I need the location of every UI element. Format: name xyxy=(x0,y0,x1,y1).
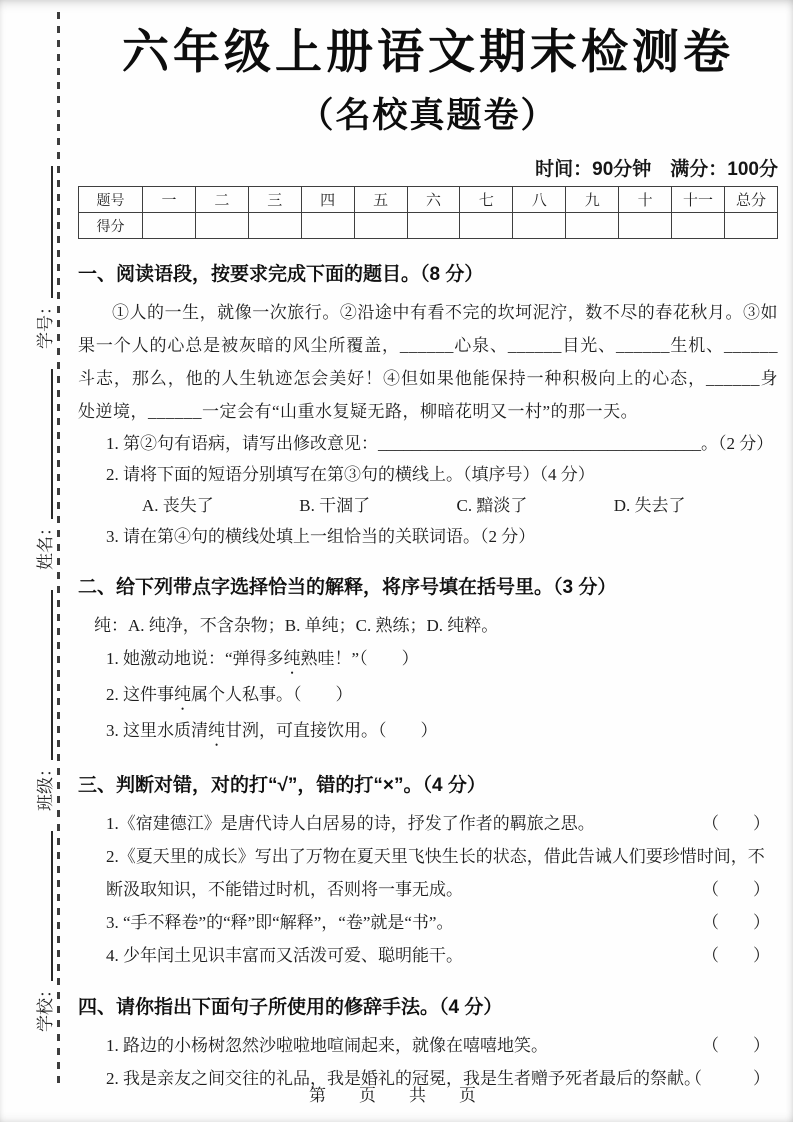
section2-heading: 二、给下列带点字选择恰当的解释，将序号填在括号里。（3 分） xyxy=(78,577,617,599)
section3-item-2 xyxy=(106,840,778,906)
item-text: 1. 她激动地说：“弹得多 xyxy=(106,649,284,669)
school-blank-line xyxy=(49,831,53,981)
score-cell xyxy=(248,213,301,239)
page-title: 六年级上册语文期末检测卷 xyxy=(122,25,734,78)
score-table-header-row xyxy=(79,187,778,213)
answer-parens: （ ） xyxy=(702,1036,770,1056)
section1-heading: 一、阅读语段，按要求完成下面的题目。（8 分） xyxy=(78,264,484,286)
item-text: 2. 这件事 xyxy=(106,685,174,705)
section2-gloss: 纯：A. 纯净，不含杂物；B. 单纯；C. 熟练；D. 纯粹。 xyxy=(94,616,499,636)
sentence-text: 2. 我是亲友之间交往的礼品，我是婚礼的冠冕，我是生者赠予死者最后的祭献。 xyxy=(106,1069,701,1089)
item-text: 甘洌，可直接饮用。（ ） xyxy=(225,721,438,741)
student-number-field xyxy=(31,166,56,349)
col-11: 十一 xyxy=(672,187,725,213)
option-d: D. 失去了 xyxy=(613,496,686,516)
dotted-character: 纯 xyxy=(208,721,225,741)
school-field xyxy=(31,831,56,1032)
section4-item-1 xyxy=(106,1029,778,1062)
score-row-label: 得分 xyxy=(79,213,143,239)
option-b: B. 干涸了 xyxy=(299,496,371,516)
name-blank-line xyxy=(49,369,53,519)
score-cell xyxy=(724,213,777,239)
score-cell xyxy=(354,213,407,239)
question-number-label: 题号 xyxy=(79,187,143,213)
col-4: 四 xyxy=(301,187,354,213)
statement-text: 2.《夏天里的成长》写出了万物在夏天里飞快生长的状态，借此告诫人们要珍惜时间，不断汲取知识，不能错过时机，否则将一事无成。 xyxy=(106,847,765,900)
section3-item-4 xyxy=(106,939,778,972)
class-field xyxy=(31,590,56,811)
section3-item-3 xyxy=(106,906,778,939)
col-8: 八 xyxy=(513,187,566,213)
col-6: 六 xyxy=(407,187,460,213)
answer-parens: （ ） xyxy=(702,880,770,900)
answer-parens: （ ） xyxy=(702,913,770,933)
score-cell xyxy=(407,213,460,239)
sentence-text: 1. 路边的小杨树忽然沙啦啦地喧闹起来，就像在嘻嘻地笑。 xyxy=(106,1036,548,1056)
section1-question3: 3. 请在第④句的横线处填上一组恰当的关联词语。（2 分） xyxy=(106,527,536,547)
class-label: 班级： xyxy=(36,760,55,811)
statement-text: 4. 少年闰土见识丰富而又活泼可爱、聪明能干。 xyxy=(106,946,463,966)
section1-passage: ①人的一生，就像一次旅行。②沿途中有看不完的坎坷泥泞，数不尽的春花秋月。③如果一个人的心总是被灰暗的风尘所覆盖，______心泉、______目光、______生机、______斗志，那么，他的人生轨迹怎会美好！④但如果他能保持一种积极向上的心态，______身处逆境，______一定会有“山重水复疑无路，柳暗花明又一村”的那一天。 xyxy=(78,303,778,422)
answer-parens: （ ） xyxy=(685,1069,770,1089)
col-3: 三 xyxy=(248,187,301,213)
answer-parens: （ ） xyxy=(702,946,770,966)
score-cell xyxy=(513,213,566,239)
answer-parens: （ ） xyxy=(702,814,770,834)
page-subtitle: （名校真题卷） xyxy=(298,96,558,136)
col-5: 五 xyxy=(354,187,407,213)
score-cell xyxy=(195,213,248,239)
school-label: 学校： xyxy=(36,981,55,1032)
score-table xyxy=(78,186,778,239)
name-field xyxy=(31,369,56,570)
col-10: 十 xyxy=(619,187,672,213)
section2-item-2 xyxy=(106,678,778,714)
col-9: 九 xyxy=(566,187,619,213)
section1-options-row xyxy=(142,490,778,521)
section4-heading: 四、请你指出下面句子所使用的修辞手法。（4 分） xyxy=(78,997,503,1019)
time-score-meta: 时间：90分钟 满分：100分 xyxy=(535,159,778,181)
section3-heading: 三、判断对错，对的打“√”，错的打“×”。（4 分） xyxy=(78,775,486,797)
score-cell xyxy=(566,213,619,239)
col-7: 七 xyxy=(460,187,513,213)
seal-dashed-line xyxy=(57,12,60,1090)
option-a: A. 丧失了 xyxy=(142,496,214,516)
class-blank-line xyxy=(49,590,53,760)
section1-question2: 2. 请将下面的短语分别填写在第③句的横线上。（填序号）（4 分） xyxy=(106,465,595,485)
student-number-label: 学号： xyxy=(36,298,55,349)
item-text: 属个人私事。（ ） xyxy=(191,685,353,705)
score-cell xyxy=(619,213,672,239)
statement-text: 3. “手不释卷”的“释”即“解释”，“卷”就是“书”。 xyxy=(106,913,454,933)
option-c: C. 黯淡了 xyxy=(456,496,528,516)
section1-question1: 1. 第②句有语病，请写出修改意见：______________________________________。（2 分） xyxy=(106,434,774,454)
score-cell xyxy=(460,213,513,239)
total-score-label: 总分 xyxy=(724,187,777,213)
item-text: 3. 这里水质清 xyxy=(106,721,208,741)
score-table-score-row xyxy=(79,213,778,239)
score-cell xyxy=(301,213,354,239)
dotted-character: 纯 xyxy=(283,649,301,669)
statement-text: 1.《宿建德江》是唐代诗人白居易的诗，抒发了作者的羁旅之思。 xyxy=(106,814,595,834)
col-1: 一 xyxy=(143,187,196,213)
score-cell xyxy=(143,213,196,239)
section3-item-1 xyxy=(106,807,778,840)
item-text: 熟哇！”（ ） xyxy=(300,649,419,669)
section2-item-3 xyxy=(106,714,778,750)
col-2: 二 xyxy=(195,187,248,213)
dotted-character: 纯 xyxy=(174,685,191,705)
score-cell xyxy=(672,213,725,239)
page-footer: 第 页 共 页 xyxy=(309,1086,484,1105)
section2-item-1 xyxy=(106,642,778,678)
seal-margin xyxy=(18,80,56,1032)
name-label: 姓名： xyxy=(36,519,55,570)
main-content xyxy=(78,24,778,1095)
student-number-blank-line xyxy=(49,166,53,298)
